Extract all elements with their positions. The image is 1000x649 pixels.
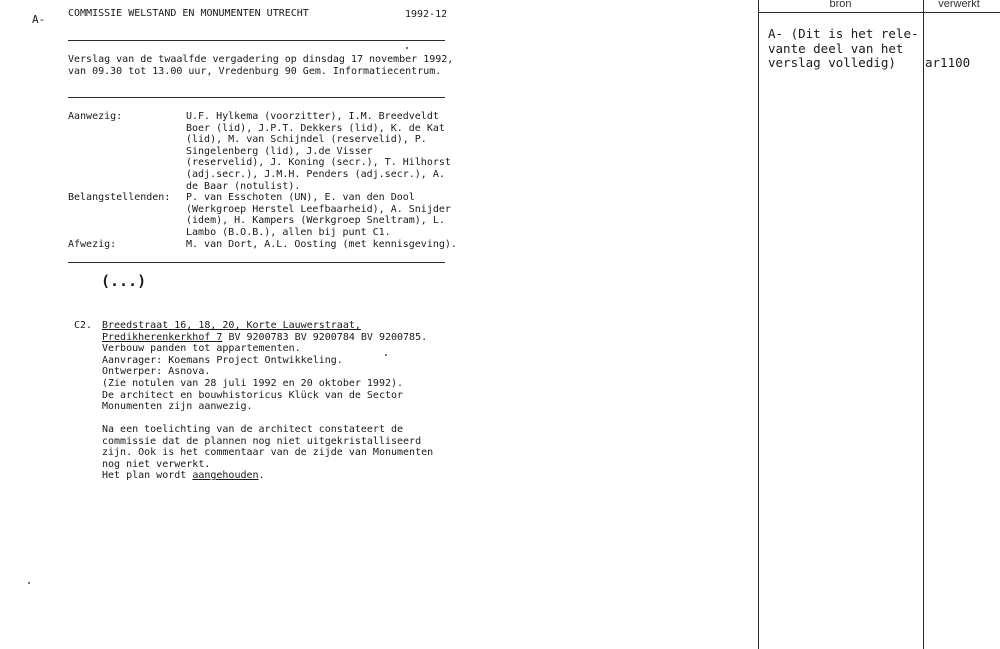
present-line: (lid), M. van Schijndel (reservelid), P. [186, 134, 427, 146]
margin-mark: A- [32, 13, 46, 26]
interested-list [186, 192, 451, 238]
omission-ellipsis: (...) [101, 272, 147, 290]
absent-list [186, 239, 457, 251]
conclusion-final-line [102, 470, 433, 482]
intro-text [68, 54, 453, 77]
interested-label: Belangstellenden: [68, 192, 171, 203]
absent-line: M. van Dort, A.L. Oosting (met kennisgeving). [186, 239, 457, 250]
item-detail-line: Monumenten zijn aanwezig. [102, 401, 253, 413]
item-detail-line: (Zie notulen van 28 juli 1992 en 20 oktober 1992). [102, 377, 404, 389]
item-number: C2. [74, 320, 93, 331]
conclusion-line: Na een toelichting van de architect constateert de [102, 424, 404, 435]
scan-speck [385, 354, 387, 356]
bron-note-line: vante deel van het [768, 40, 904, 56]
side-table-left-border [758, 0, 759, 649]
item-detail-line: Ontwerper: Asnova. [102, 366, 211, 378]
present-line: (reservelid), J. Koning (secr.), T. Hilhorst [186, 157, 451, 169]
scan-speck [28, 582, 30, 584]
intro-rule [68, 97, 445, 98]
header-rule [68, 40, 445, 41]
intro-line: Verslag van de twaalfde vergadering op dinsdag 17 november 1992, [68, 54, 454, 65]
conclusion-line: nog niet verwerkt. [102, 458, 211, 470]
bron-note [768, 27, 919, 71]
intro-line: van 09.30 tot 13.00 uur, Vredenburg 90 Gem. Informatiecentrum. [68, 65, 442, 77]
conclusion-line: zijn. Ook is het commentaar van de zijde van Monumenten [102, 447, 434, 459]
final-prefix: Het plan wordt [102, 470, 193, 482]
bron-note-line: A- (Dit is het rele- [768, 26, 919, 41]
interested-line: P. van Esschoten (UN), E. van den Dool [186, 192, 415, 203]
conclusion-line: commissie dat de plannen nog niet uitgekristalliseerd [102, 435, 422, 447]
present-line: U.F. Hylkema (voorzitter), I.M. Breedveldt [186, 111, 439, 122]
item-address-line1: Breedstraat 16, 18, 20, Korte Lauwerstraat, [102, 320, 361, 331]
present-line: Singelenberg (lid), J.de Visser [186, 145, 373, 157]
column-header-bron: bron [829, 0, 852, 10]
bron-note-line: verslag volledig) [768, 55, 896, 70]
column-header-verwerkt: verwerkt [938, 0, 980, 10]
interested-line: (idem), H. Kampers (Werkgroep Sneltram), L. [186, 215, 445, 227]
final-decision: aangehouden [192, 470, 259, 482]
attendance-rule [68, 262, 445, 263]
scan-speck [406, 47, 408, 49]
interested-line: Lambo (B.O.B.), allen bij punt C1. [186, 226, 391, 238]
present-line: de Baar (notulist). [186, 180, 301, 192]
side-table-header-rule [758, 12, 1000, 13]
item-address-line2: Predikherenkerkhof 7 [102, 331, 223, 343]
item-detail-line: Aanvrager: Koemans Project Ontwikkeling. [102, 354, 343, 366]
present-line: Boer (lid), J.P.T. Dekkers (lid), K. de Kat [186, 122, 445, 134]
absent-label: Afwezig: [68, 239, 117, 250]
item-detail-line: Verbouw panden tot appartementen. [102, 343, 301, 355]
item-conclusion [102, 424, 433, 482]
interested-line: (Werkgroep Herstel Leefbaarheid), A. Snijder [186, 203, 451, 215]
item-body [102, 320, 427, 413]
item-permit-numbers: BV 9200783 BV 9200784 BV 9200785. [222, 331, 428, 343]
document-org-title: COMMISSIE WELSTAND EN MONUMENTEN UTRECHT [68, 8, 309, 19]
present-line: (adj.secr.), J.M.H. Penders (adj.secr.), A. [186, 168, 445, 180]
final-suffix: . [258, 470, 265, 482]
verwerkt-value: ar1100 [925, 55, 971, 70]
present-label: Aanwezig: [68, 111, 123, 122]
present-list [186, 111, 451, 192]
item-detail-line: De architect en bouwhistoricus Klück van de Sector [102, 389, 404, 401]
side-table-column-divider [923, 0, 924, 649]
document-code: 1992-12 [405, 9, 448, 20]
